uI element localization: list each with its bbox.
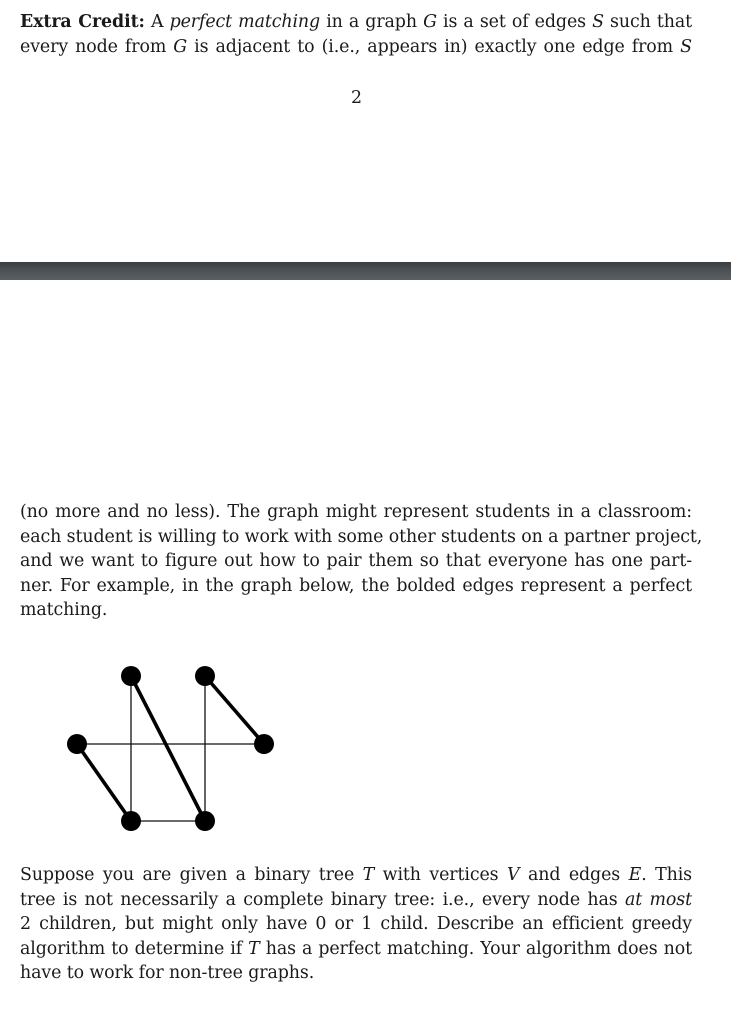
question-line-2 [20,888,692,913]
perfect-matching-graph [0,640,320,850]
text-span: is adjacent to (i.e., appears in) exactly one edge from [187,36,681,57]
term-perfect-matching: perfect matching [169,12,321,32]
bold-edge [205,676,264,744]
continuation-line: (no more and no less). The graph might represent students in a classroom: [20,502,692,522]
continuation-line: matching. [20,600,108,621]
graph-node [195,666,215,686]
graph-node [121,811,141,831]
extra-credit-label: Extra Credit: [20,12,145,32]
continuation-paragraph [20,500,703,623]
intro-line-2 [20,35,692,60]
text-span: such that [603,12,692,32]
text-span: and edges [519,865,629,885]
var-g: G [173,36,188,57]
graph-node [254,734,274,754]
continuation-line: ner. For example, in the graph below, the bolded edges represent a perfect [20,575,692,596]
text-span: is a set of edges [436,12,593,32]
text-span: A [144,12,170,32]
graph-node [121,666,141,686]
continuation-line: and we want to figure out how to pair them so that everyone has one part- [20,551,692,572]
text-span: has a perfect matching. Your algorithm does not [259,938,692,959]
text-span: tree is not necessarily a complete binary tree: i.e., every node has [20,889,625,910]
bold-edge [131,676,205,821]
text-span: with vertices [374,865,507,885]
question-line-3: 2 children, but might only have 0 or 1 child. Describe an efficient greedy [20,914,692,935]
bold-edge [77,744,131,821]
text-span: Suppose you are given a binary tree [20,865,363,885]
page-break-divider [0,262,731,280]
var-v: V [507,865,520,885]
question-paragraph [20,863,692,986]
text-span: in a graph [320,12,424,32]
page-number: 2 [350,88,363,108]
var-e: E [628,865,642,885]
intro-line-1 [20,10,692,35]
graph-node [67,734,87,754]
var-t: T [248,938,260,959]
var-s: S [592,12,604,32]
graph-node [195,811,215,831]
text-span: algorithm to determine if [20,938,249,959]
question-line-1 [20,863,692,888]
var-t: T [362,865,375,885]
continuation-line: each student is willing to work with some other students on a partner project, [20,526,703,547]
text-span: . This [641,865,692,885]
var-s: S [680,36,692,57]
question-line-5: have to work for non-tree graphs. [20,963,315,984]
question-line-4 [20,937,692,962]
var-g: G [423,12,437,32]
term-at-most: at most [624,889,692,910]
extra-credit-intro [20,10,692,59]
page-top-region [0,0,731,262]
text-span: every node from [20,36,174,57]
